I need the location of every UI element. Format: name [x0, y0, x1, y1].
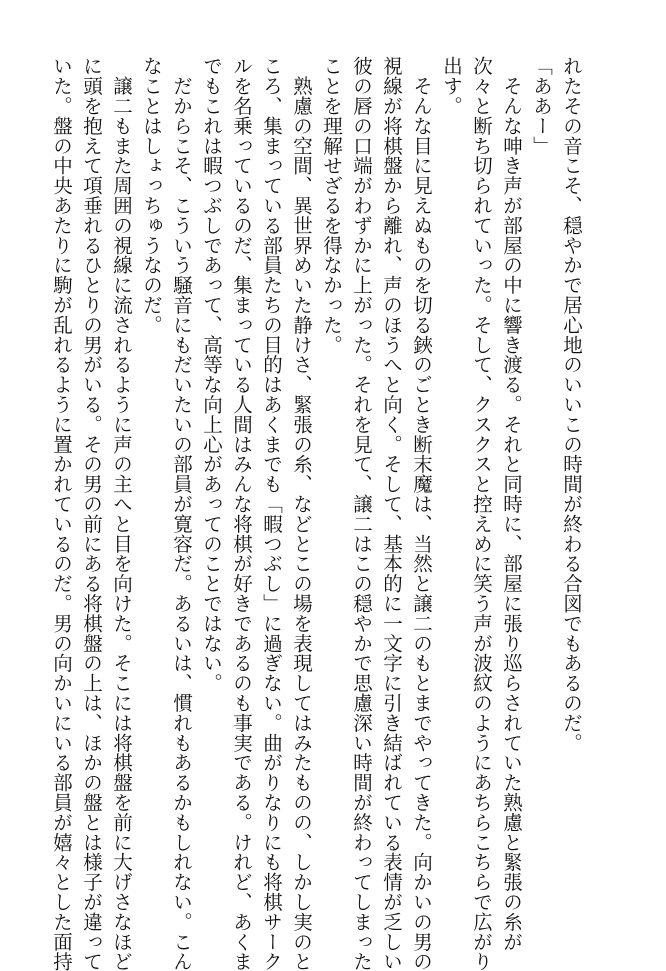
text-line: れたその音こそ、穏やかで居心地のいいこの時間が終わる合図でもあるのだ。 — [560, 56, 583, 753]
text-line: そんな呻き声が部屋の中に響き渡る。それと同時に、部屋に張り巡らされていた熟慮と緊張の糸が — [500, 56, 523, 952]
text-line: ことを理解せざるを得なかった。 — [320, 56, 343, 355]
text-line: でもこれは暇つぶしであって、高等な向上心があってのことではない。 — [200, 56, 223, 693]
text-line: 譲二もまた周囲の視線に流されるように声の主へと目を向けた。そこには将棋盤を前に大げさなほど — [110, 56, 133, 971]
body-text — [46, 56, 586, 971]
text-line: 熟慮の空間、異世界めいた静けさ、緊張の糸、などとこの場を表現してはみたものの、しかし実のと — [290, 56, 313, 971]
text-line: ころ、集まっている部員たちの目的はあくまでも「暇つぶし」に過ぎない。曲がりなりにも将棋サーク — [260, 56, 283, 971]
text-line: ルを名乗っているのだ、集まっている人間はみんな将棋が好きであるのも事実である。けれど、あくま — [230, 56, 253, 971]
text-line: に頭を抱えて項垂れるひとりの男がいる。その男の前にある将棋盤の上は、ほかの盤とは様子が違って — [80, 56, 103, 971]
text-line: そんな目に見えぬものを切る鋏のごとき断末魔は、当然と譲二のもとまでやってきた。向かいの男の — [410, 56, 433, 971]
text-line: 視線が将棋盤から離れ、声のほうへと向く。そして、基本的に一文字に引き結ばれている表情が乏しい — [380, 56, 403, 971]
text-line: なことはしょっちゅうなのだ。 — [140, 56, 163, 335]
text-line: いた。盤の中央あたりに駒が乱れるように置かれているのだ。男の向かいにいる部員が嬉々とした面持 — [50, 56, 73, 971]
text-line: 「ああー」 — [530, 56, 553, 156]
text-line: 彼の唇の口端がわずかに上がった。それを見て、譲二はこの穏やかで思慮深い時間が終わってしまった — [350, 56, 373, 971]
text-line: 次々と断ち切られていった。そして、クスクスと控えめに笑う声が波紋のようにあちらこちらで広がり — [470, 56, 493, 971]
text-line: 出す。 — [440, 56, 463, 116]
text-line: だからこそ、こういう騒音にもだいたいの部員が寛容だ。あるいは、慣れもあるかもしれない。こん — [170, 56, 193, 971]
